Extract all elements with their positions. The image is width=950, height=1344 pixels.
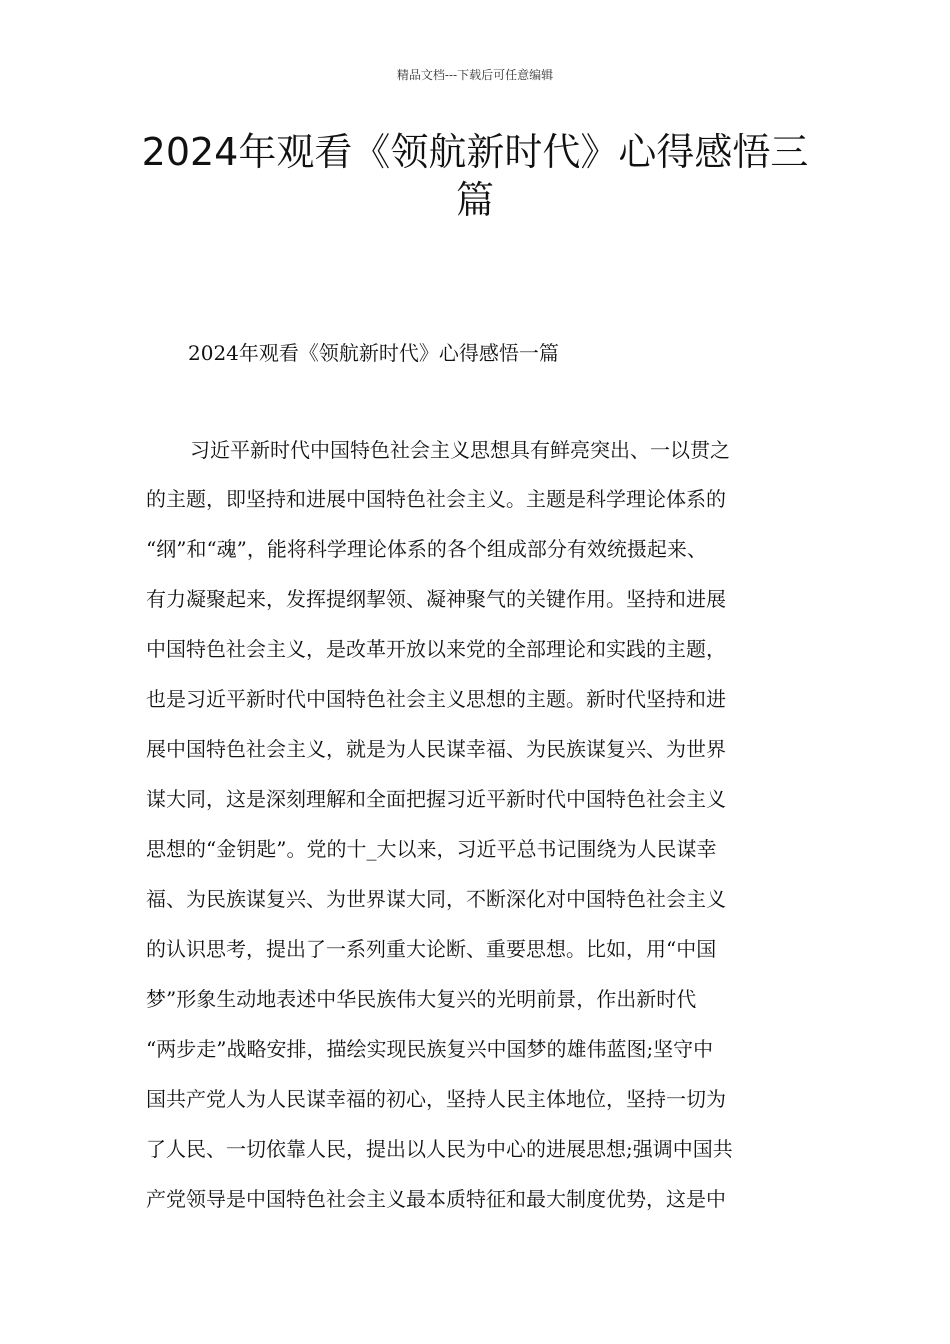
body-line: 国共产党人为人民谋幸福的初心，坚持人民主体地位，坚持一切为	[146, 1087, 726, 1111]
body-line: 产党领导是中国特色社会主义最本质特征和最大制度优势，这是中	[146, 1187, 726, 1211]
body-line: 习近平新时代中国特色社会主义思想具有鲜亮突出、一以贯之	[190, 438, 730, 462]
body-line: 的主题，即坚持和进展中国特色社会主义。主题是科学理论体系的	[146, 487, 726, 511]
section-subtitle: 2024年观看《领航新时代》心得感悟一篇	[188, 341, 559, 365]
body-line: 谋大同，这是深刻理解和全面把握习近平新时代中国特色社会主义	[146, 787, 726, 811]
title-line-2: 篇	[455, 178, 494, 222]
title-line-1: 2024年观看《领航新时代》心得感悟三	[141, 130, 809, 174]
body-line: 有力凝聚起来，发挥提纲挈领、凝神聚气的关键作用。坚持和进展	[146, 587, 726, 611]
body-line: 中国特色社会主义，是改革开放以来党的全部理论和实践的主题，	[146, 637, 726, 661]
document-title	[100, 128, 850, 224]
body-line: “两步走”战略安排，描绘实现民族复兴中国梦的雄伟蓝图;坚守中	[146, 1037, 714, 1061]
header-note: 精品文档---下载后可任意编辑	[396, 68, 554, 82]
body-line: 的认识思考，提出了一系列重大论断、重要思想。比如，用“中国	[146, 937, 717, 961]
body-line: 福、为民族谋复兴、为世界谋大同，不断深化对中国特色社会主义	[146, 887, 726, 911]
body-line: 也是习近平新时代中国特色社会主义思想的主题。新时代坚持和进	[146, 687, 726, 711]
body-line: 思想的“金钥匙”。党的十_大以来，习近平总书记围绕为人民谋幸	[146, 837, 717, 861]
body-line: 梦”形象生动地表述中华民族伟大复兴的光明前景，作出新时代	[146, 987, 697, 1011]
body-line: 展中国特色社会主义，就是为人民谋幸福、为民族谋复兴、为世界	[146, 737, 726, 761]
body-line: “纲”和“魂”，能将科学理论体系的各个组成部分有效统摄起来、	[146, 537, 707, 561]
body-line: 了人民、一切依靠人民，提出以人民为中心的进展思想;强调中国共	[146, 1137, 733, 1161]
